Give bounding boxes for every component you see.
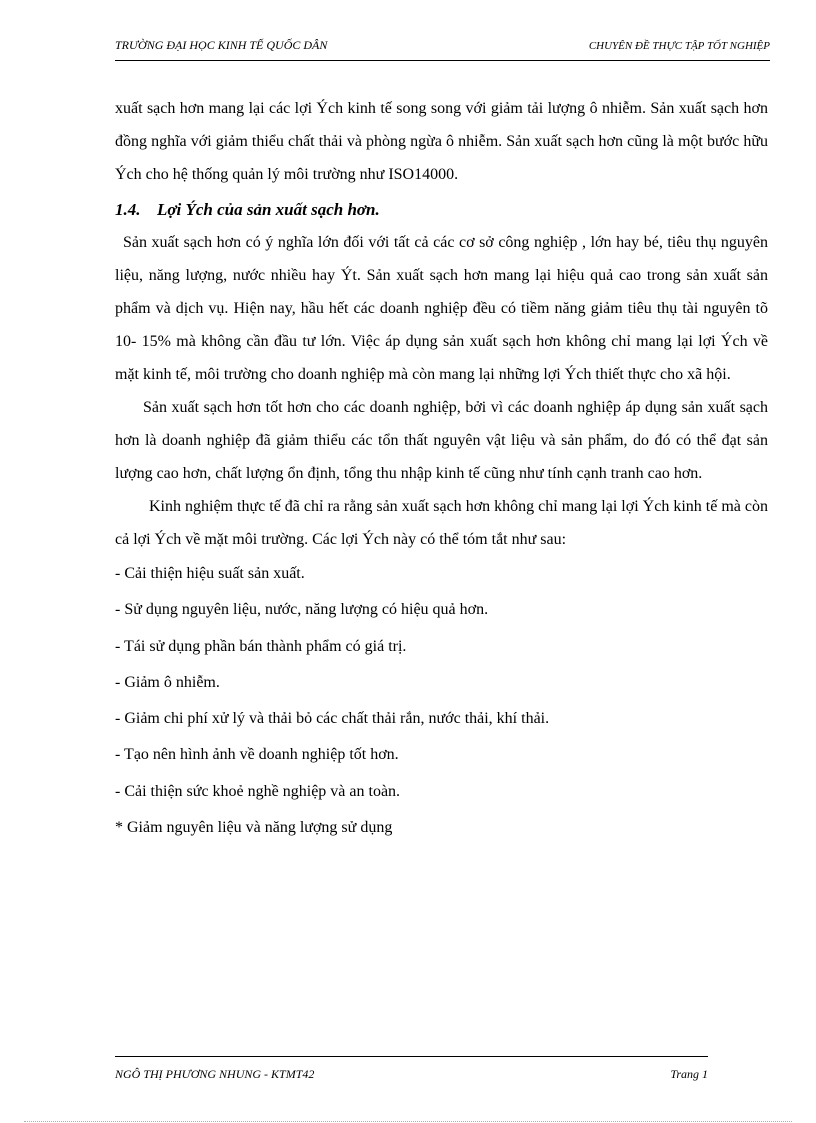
header-university: TRƯỜNG ĐẠI HỌC KINH TẾ QUỐC DÂN [115, 38, 328, 52]
page-footer [115, 1056, 708, 1083]
paragraph-1: Sản xuất sạch hơn có ý nghĩa lớn đối với tất cả các cơ sở công nghiệp , lớn hay bé, tiêu thụ nguyên liệu, năng lượng, nước nhiều hay Ýt. Sản xuất sạch hơn mang lại hiệu quả cao trong sản xuất sản phẩm và dịch vụ. Hiện nay, hầu hết các doanh nghiệp đều có tiềm năng giảm tiêu thụ tài nguyên tõ 10- 15% mà không cần đầu tư lớn. Việc áp dụng sản xuất sạch hơn không chỉ mang lại lợi Ých về mặt kinh tế, môi trường cho doanh nghiệp mà còn mang lại những lợi Ých thiết thực cho xã hội. [115, 234, 768, 383]
list-item: - Giảm ô nhiễm. [115, 673, 220, 691]
section-title: Lợi Ých của sản xuất sạch hơn. [157, 200, 380, 219]
section-heading [115, 193, 768, 226]
document-body [115, 92, 768, 846]
list-item: * Giảm nguyên liệu và năng lượng sử dụng [115, 819, 393, 837]
list-item: - Tạo nên hình ảnh về doanh nghiệp tốt hơn. [115, 746, 399, 764]
list-item: - Sử dụng nguyên liệu, nước, năng lượng có hiệu quả hơn. [115, 601, 489, 619]
list-item: - Cải thiện hiệu suất sản xuất. [115, 565, 305, 582]
paragraph-3: Kinh nghiệm thực tế đã chỉ ra rằng sản xuất sạch hơn không chỉ mang lại lợi Ých kinh tế mà còn cả lợi Ých về mặt môi trường. Các lợi Ých này có thể tóm tắt như sau: [115, 498, 768, 548]
header-report-title: CHUYÊN ĐỀ THỰC TẬP TỐT NGHIỆP [588, 40, 770, 52]
paragraph-2: Sản xuất sạch hơn tốt hơn cho các doanh nghiệp, bởi vì các doanh nghiệp áp dụng sản xuất sạch hơn là doanh nghiệp đã giảm thiểu các tổn thất nguyên vật liệu và sản phẩm, do đó có thể đạt sản lượng cao hơn, chất lượng ổn định, tổng thu nhập kinh tế cũng như tính cạnh tranh cao hơn. [115, 399, 768, 482]
intro-paragraph: xuất sạch hơn mang lại các lợi Ých kinh tế song song với giảm tải lượng ô nhiễm. Sản xuất sạch hơn đồng nghĩa với giảm thiểu chất thải và phòng ngừa ô nhiễm. Sản xuất sạch hơn cũng là một bước hữu Ých cho hệ thống quản lý môi trường như ISO14000. [115, 100, 768, 183]
benefit-list [115, 556, 768, 846]
list-item: - Giảm chi phí xử lý và thải bỏ các chất thải rắn, nước thải, khí thải. [115, 710, 550, 728]
list-item: - Cải thiện sức khoẻ nghề nghiệp và an toàn. [115, 782, 401, 800]
page-header [115, 34, 770, 61]
list-item: - Tái sử dụng phần bán thành phẩm có giá trị. [115, 637, 407, 655]
page-boundary-divider [24, 1121, 792, 1122]
section-number: 1.4. [115, 200, 141, 219]
page-number: Trang 1 [670, 1067, 708, 1081]
footer-author: NGÔ THỊ PHƯƠNG NHUNG - KTMT42 [115, 1067, 315, 1081]
